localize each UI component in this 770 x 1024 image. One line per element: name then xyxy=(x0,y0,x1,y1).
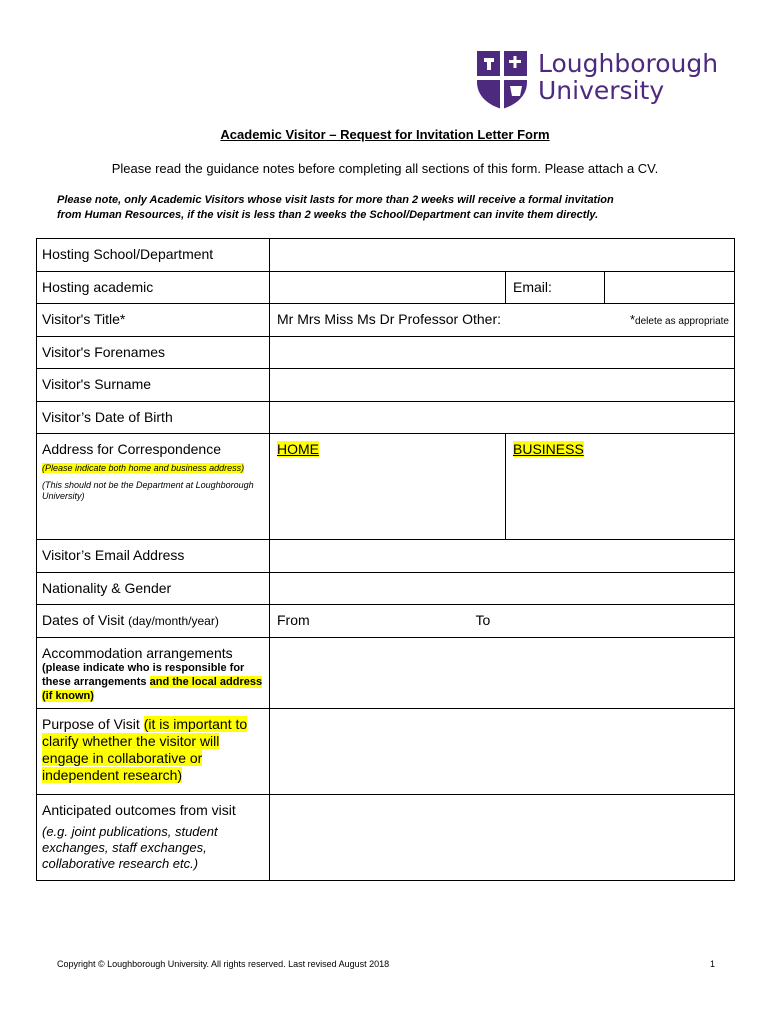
shield-crest-icon xyxy=(476,50,528,110)
dates-format: (day/month/year) xyxy=(128,614,219,628)
label-visitor-email: Visitor’s Email Address xyxy=(37,540,270,573)
input-home-address[interactable] xyxy=(270,434,506,540)
label-address: Address for Correspondence xyxy=(42,441,221,457)
accommodation-hint: (please indicate who is responsible for these arrangements and the local address (if known) xyxy=(42,662,263,702)
label-purpose: Purpose of Visit xyxy=(42,716,144,732)
to-label: To xyxy=(475,612,491,628)
title-options: Mr Mrs Miss Ms Dr Professor Other: xyxy=(277,311,502,327)
label-purpose-cell xyxy=(37,709,270,795)
input-nationality[interactable] xyxy=(270,573,735,605)
address-hint-2: (This should not be the Department at Loughborough University) xyxy=(42,480,254,501)
label-nationality: Nationality & Gender xyxy=(37,573,270,605)
input-outcomes[interactable] xyxy=(270,795,735,881)
guidance-text: Please read the guidance notes before completing all sections of this form. Please attach a CV. xyxy=(111,161,659,176)
copyright-footer: Copyright © Loughborough University. All rights reserved. Last revised August 2018 xyxy=(57,959,390,969)
note-line-1: Please note, only Academic Visitors whose visit lasts for more than 2 weeks will receive a formal invitation xyxy=(57,194,614,206)
label-hosting-academic: Hosting academic xyxy=(37,272,270,304)
logo-wordmark xyxy=(538,50,718,104)
university-logo xyxy=(476,50,726,110)
label-dates: Dates of Visit xyxy=(42,612,125,628)
request-form-table xyxy=(36,238,735,881)
input-host-email[interactable] xyxy=(605,272,735,304)
input-hosting-academic[interactable] xyxy=(270,272,506,304)
input-business-address[interactable] xyxy=(506,434,735,540)
input-forenames[interactable] xyxy=(270,337,735,369)
label-accommodation: Accommodation arrangements xyxy=(42,645,233,661)
address-hint-1: (Please indicate both home and business address) xyxy=(42,463,245,473)
input-purpose[interactable] xyxy=(270,709,735,795)
logo-line-2: University xyxy=(538,76,665,105)
note-line-2: from Human Resources, if the visit is less than 2 weeks the School/Department can invite them directly. xyxy=(57,209,599,221)
dates-field[interactable] xyxy=(270,605,735,638)
input-visitor-email[interactable] xyxy=(270,540,735,573)
label-dob: Visitor’s Date of Birth xyxy=(37,402,270,434)
input-dob[interactable] xyxy=(270,402,735,434)
label-forenames: Visitor's Forenames xyxy=(37,337,270,369)
page-number: 1 xyxy=(710,959,716,969)
label-outcomes: Anticipated outcomes from visit xyxy=(42,802,236,818)
input-hosting-school[interactable] xyxy=(270,239,735,272)
label-dates-cell xyxy=(37,605,270,638)
input-surname[interactable] xyxy=(270,369,735,402)
label-outcomes-cell xyxy=(37,795,270,881)
label-accommodation-cell xyxy=(37,638,270,709)
delete-note: *delete as appropriate xyxy=(629,312,729,327)
business-label: BUSINESS xyxy=(513,441,584,457)
input-accommodation[interactable] xyxy=(270,638,735,709)
from-label: From xyxy=(277,612,310,628)
important-note xyxy=(57,193,747,223)
home-label: HOME xyxy=(277,441,319,457)
purpose-hint: (it is important to clarify whether the visitor will engage in collaborative or independent research) xyxy=(42,716,248,783)
logo-line-1: Loughborough xyxy=(538,49,719,78)
form-title: Academic Visitor – Request for Invitation Letter Form xyxy=(220,127,550,142)
label-surname: Visitor's Surname xyxy=(37,369,270,402)
label-visitor-title: Visitor's Title* xyxy=(37,304,270,337)
label-hosting-school: Hosting School/Department xyxy=(37,239,270,272)
label-address-cell xyxy=(37,434,270,540)
label-email: Email: xyxy=(506,272,605,304)
title-options-field[interactable] xyxy=(270,304,735,337)
outcomes-hint: (e.g. joint publications, student exchanges, staff exchanges, collaborative research etc.) xyxy=(42,824,218,871)
